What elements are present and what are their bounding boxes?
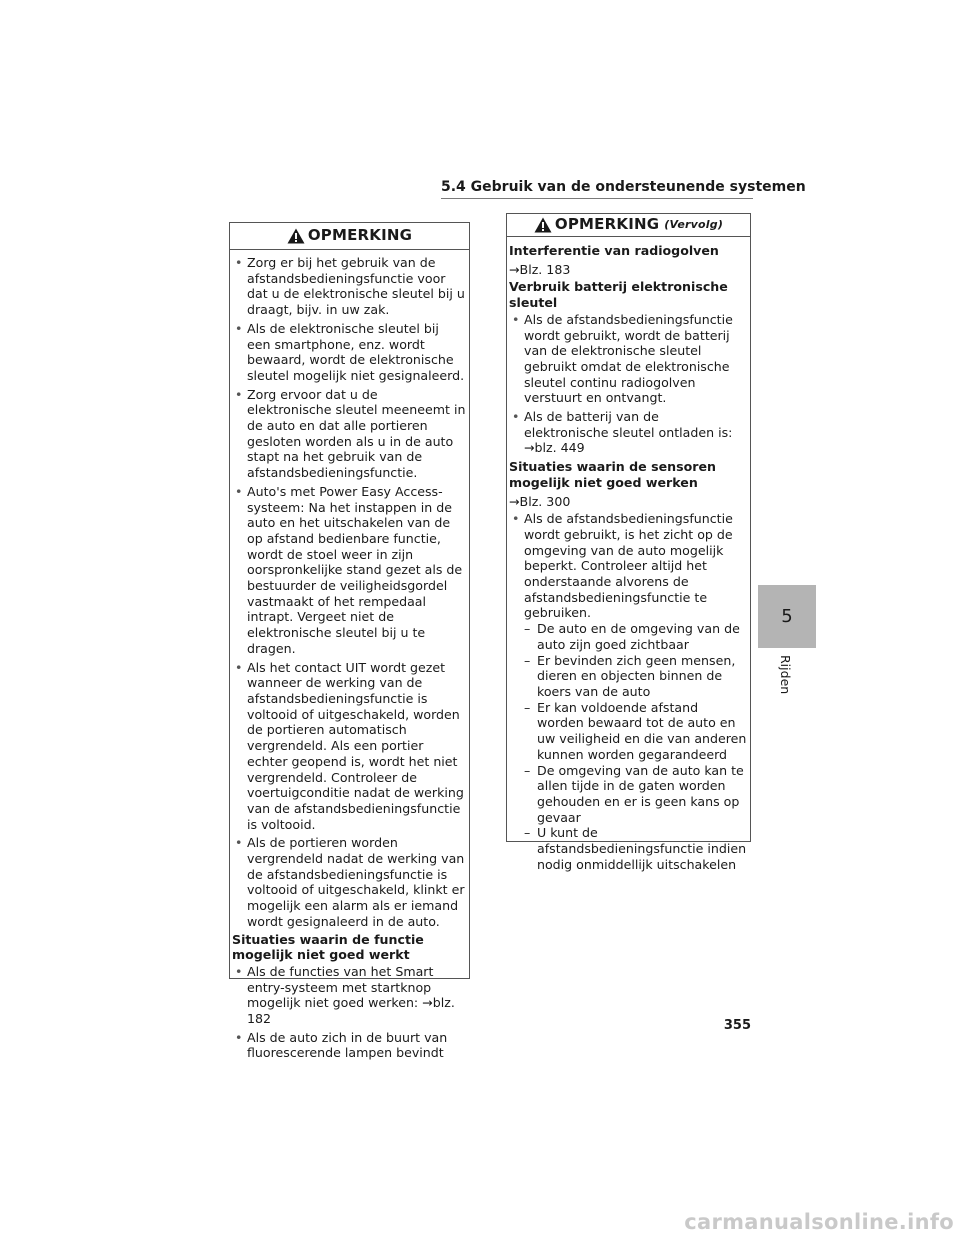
bullet-item: • Als de auto zich in de buurt van fluorescerende lampen bevindt [232, 1030, 466, 1061]
subheading: Verbruik batterij elektronische sleutel [509, 279, 728, 311]
bullet-item: • Als de afstandsbedieningsfunctie wordt gebruikt, is het zicht op de omgeving van de auto mogelijk beperkt. Controleer altijd het onderstaande alvorens de afstandsbedieningsfunctie te gebruiken. [509, 511, 747, 621]
notice-body [507, 237, 750, 872]
chapter-number: 5 [781, 606, 793, 627]
subheading: Situaties waarin de functie mogelijk niet goed werkt [232, 931, 424, 963]
dash-item: – De omgeving van de auto kan te allen tijde in de gaten worden gehouden en er is geen kans op gevaar [509, 763, 747, 826]
bullet-item: • Als de batterij van de elektronische sleutel ontladen is: →blz. 449 [509, 409, 747, 456]
bullet-item: • Als het contact UIT wordt gezet wanneer de werking van de afstandsbedieningsfunctie is voltooid of uitgeschakeld, worden de portieren automatisch vergrendeld. Als een portier echter geopend is, wordt het niet vergrendeld. Controleer de voertuigconditie nadat de werking van de afstandsbedieningsfunctie is voltooid. [232, 660, 466, 833]
page-reference: →Blz. 183 [509, 261, 571, 277]
bullet-item: • Auto's met Power Easy Access-systeem: Na het instappen in de auto en het uitschakelen van de op afstand bedienbare functie, wordt de stoel weer in zijn oorspronkelijke stand gezet als de bestuurder de veiligheidsgordel vastmaakt of het rempedaal intrapt. Vergeet niet de elektronische sleutel bij u te dragen. [232, 484, 466, 657]
notice-title: OPMERKING [554, 215, 660, 234]
dash-item: – U kunt de afstandsbedieningsfunctie indien nodig onmiddellijk uitschakelen [509, 825, 747, 872]
warning-icon [287, 228, 305, 244]
bullet-item: • Zorg er bij het gebruik van de afstandsbedieningsfunctie voor dat u de elektronische sleutel bij u draagt, bijv. in uw zak. [232, 255, 466, 318]
notice-header [507, 214, 750, 237]
page-number: 355 [723, 1018, 751, 1033]
dash-item: – De auto en de omgeving van de auto zijn goed zichtbaar [509, 621, 747, 652]
bullet-item: • Zorg ervoor dat u de elektronische sleutel meeneemt in de auto en dat alle portieren gesloten worden als u in de auto stapt na het gebruik van de afstandsbedieningsfunctie. [232, 387, 466, 481]
dash-item: – Er kan voldoende afstand worden bewaard tot de auto en uw veiligheid en die van anderen kunnen worden gegarandeerd [509, 700, 747, 763]
section-header: 5.4 Gebruik van de ondersteunende systemen [441, 179, 806, 195]
notice-box-right [506, 213, 751, 872]
dash-item: – Er bevinden zich geen mensen, dieren en objecten binnen de koers van de auto [509, 653, 747, 700]
page-reference: →Blz. 300 [509, 493, 571, 509]
notice-header [230, 223, 469, 250]
chapter-tab [758, 585, 816, 648]
notice-body [230, 250, 469, 1061]
subheading: Interferentie van radiogolven [509, 243, 719, 258]
bullet-item: • Als de afstandsbedieningsfunctie wordt gebruikt, wordt de batterij van de elektronische sleutel gebruikt omdat de elektronische sleutel continu radiogolven verstuurt en ontvangt. [509, 312, 747, 406]
continued-label: (Vervolg) [664, 218, 724, 232]
subheading: Situaties waarin de sensoren mogelijk niet goed werken [509, 459, 716, 490]
warning-icon [534, 217, 552, 233]
watermark: carmanualsonline.info [684, 1210, 954, 1234]
bullet-item: • Als de elektronische sleutel bij een smartphone, enz. wordt bewaard, wordt de elektronische sleutel mogelijk niet gesignaleerd. [232, 321, 466, 384]
notice-title: OPMERKING [307, 226, 413, 245]
notice-box-left [229, 222, 470, 1061]
header-divider [441, 198, 753, 199]
bullet-item: • Als de functies van het Smart entry-systeem met startknop mogelijk niet goed werken: →blz. 182 [232, 964, 466, 1027]
bullet-item: • Als de portieren worden vergrendeld nadat de werking van de afstandsbedieningsfunctie is voltooid of uitgeschakeld, klinkt er mogelijk een alarm als er iemand wordt gesignaleerd in de auto. [232, 835, 466, 929]
chapter-label: Rijden [778, 655, 793, 695]
